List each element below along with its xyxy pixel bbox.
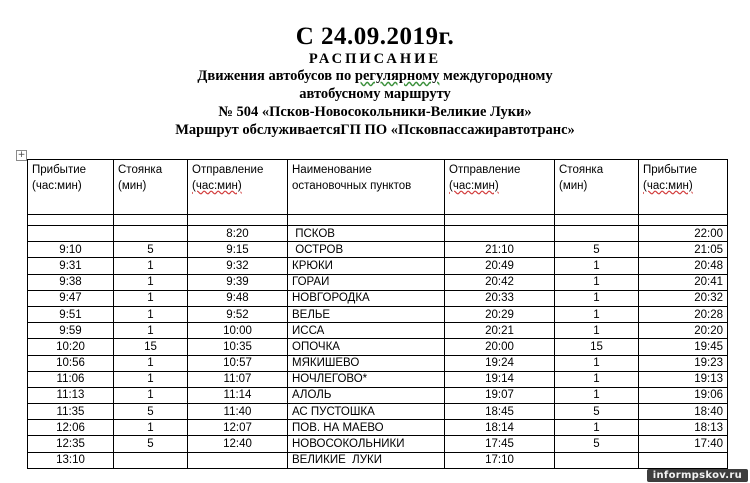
route-number: № 504 «Псков-Новосокольники-Великие Луки»	[218, 104, 532, 120]
cell-departure-back: 18:14	[445, 420, 555, 436]
cell-stop-back: 5	[555, 404, 639, 420]
table-row	[28, 404, 728, 420]
cell-stop-name: КРЮКИ	[288, 258, 445, 274]
cell-stop-forward	[114, 452, 188, 468]
document-header	[0, 22, 750, 139]
cell-stop-back: 1	[555, 371, 639, 387]
table-row	[28, 226, 728, 242]
cell-arrival-forward: 9:51	[28, 306, 114, 322]
cell-departure-forward: 11:40	[188, 404, 288, 420]
cell-arrival-forward	[28, 226, 114, 242]
cell-arrival-back: 18:40	[639, 404, 728, 420]
col-stop-name: Наименование остановочных пунктов	[288, 160, 445, 215]
cell-stop-back: 1	[555, 258, 639, 274]
cell-arrival-forward: 9:10	[28, 242, 114, 258]
cell-arrival-forward: 9:59	[28, 323, 114, 339]
cell-arrival-forward: 9:38	[28, 274, 114, 290]
cell-departure-forward	[188, 452, 288, 468]
table-row	[28, 242, 728, 258]
cell-departure-back: 20:49	[445, 258, 555, 274]
cell-arrival-forward: 10:56	[28, 355, 114, 371]
cell-arrival-forward: 11:06	[28, 371, 114, 387]
cell-stop-name: ПОВ. НА МАЕВО	[288, 420, 445, 436]
cell-stop-back	[555, 452, 639, 468]
cell-arrival-forward: 9:31	[28, 258, 114, 274]
cell-arrival-back: 19:06	[639, 387, 728, 403]
cell-stop-back: 1	[555, 323, 639, 339]
cell-departure-back	[445, 226, 555, 242]
cell-stop-name: МЯКИШЕВО	[288, 355, 445, 371]
cell-arrival-back: 20:28	[639, 306, 728, 322]
cell-arrival-back: 20:20	[639, 323, 728, 339]
cell-stop-name: НОВОСОКОЛЬНИКИ	[288, 436, 445, 452]
cell-stop-forward: 15	[114, 339, 188, 355]
document-title: РАСПИСАНИЕ	[308, 51, 442, 67]
cell-arrival-back: 19:45	[639, 339, 728, 355]
table-row	[28, 387, 728, 403]
table-row	[28, 355, 728, 371]
cell-arrival-forward: 9:47	[28, 290, 114, 306]
cell-stop-forward: 1	[114, 258, 188, 274]
cell-departure-back: 19:24	[445, 355, 555, 371]
cell-arrival-back: 20:48	[639, 258, 728, 274]
table-spacer-row	[28, 215, 728, 226]
cell-departure-back: 20:33	[445, 290, 555, 306]
cell-departure-forward: 11:14	[188, 387, 288, 403]
cell-arrival-forward: 13:10	[28, 452, 114, 468]
cell-departure-forward: 10:35	[188, 339, 288, 355]
cell-departure-forward: 10:00	[188, 323, 288, 339]
cell-departure-forward: 11:07	[188, 371, 288, 387]
cell-arrival-back: 22:00	[639, 226, 728, 242]
cell-arrival-forward: 11:13	[28, 387, 114, 403]
cell-stop-name: ВЕЛИКИЕ ЛУКИ	[288, 452, 445, 468]
cell-stop-name: НОВГОРОДКА	[288, 290, 445, 306]
cell-stop-back: 1	[555, 387, 639, 403]
cell-stop-forward: 5	[114, 242, 188, 258]
table-row	[28, 323, 728, 339]
route-operator: Маршрут обслуживаетсяГП ПО «Псковпассажиравтотранс»	[175, 122, 575, 138]
cell-arrival-back: 19:13	[639, 371, 728, 387]
cell-departure-back: 18:45	[445, 404, 555, 420]
cell-stop-forward: 5	[114, 436, 188, 452]
effective-date: С 24.09.2019г.	[295, 23, 455, 50]
col-stop-forward: Стоянка (мин)	[114, 160, 188, 215]
cell-stop-forward: 1	[114, 371, 188, 387]
table-row	[28, 452, 728, 468]
cell-stop-forward: 1	[114, 355, 188, 371]
cell-departure-back: 20:21	[445, 323, 555, 339]
col-arrival-forward: Прибытие (час:мин)	[28, 160, 114, 215]
cell-stop-name: АС ПУСТОШКА	[288, 404, 445, 420]
cell-stop-back: 1	[555, 420, 639, 436]
cell-stop-name: ВЕЛЬЕ	[288, 306, 445, 322]
cell-stop-name: ГОРАИ	[288, 274, 445, 290]
table-row	[28, 306, 728, 322]
cell-arrival-back: 20:32	[639, 290, 728, 306]
cell-departure-forward: 8:20	[188, 226, 288, 242]
cell-stop-back: 5	[555, 242, 639, 258]
cell-stop-name: ПСКОВ	[288, 226, 445, 242]
cell-stop-back: 1	[555, 290, 639, 306]
cell-stop-back	[555, 226, 639, 242]
cell-arrival-forward: 10:20	[28, 339, 114, 355]
cell-stop-back: 5	[555, 436, 639, 452]
cell-stop-forward: 5	[114, 404, 188, 420]
cell-departure-back: 19:07	[445, 387, 555, 403]
table-row	[28, 290, 728, 306]
cell-stop-forward: 1	[114, 420, 188, 436]
cell-stop-forward: 1	[114, 290, 188, 306]
cell-stop-back: 1	[555, 355, 639, 371]
cell-departure-forward: 10:57	[188, 355, 288, 371]
cell-departure-back: 20:00	[445, 339, 555, 355]
cell-stop-forward	[114, 226, 188, 242]
cell-stop-back: 1	[555, 274, 639, 290]
table-row	[28, 436, 728, 452]
cell-stop-forward: 1	[114, 387, 188, 403]
cell-arrival-forward: 12:35	[28, 436, 114, 452]
cell-departure-forward: 9:39	[188, 274, 288, 290]
table-row	[28, 274, 728, 290]
cell-arrival-back: 19:23	[639, 355, 728, 371]
cell-stop-name: ИССА	[288, 323, 445, 339]
cell-stop-forward: 1	[114, 306, 188, 322]
cell-departure-forward: 12:40	[188, 436, 288, 452]
table-header-row	[28, 160, 728, 215]
header-line-2: автобусному маршруту	[299, 86, 451, 102]
cell-departure-back: 17:10	[445, 452, 555, 468]
table-row	[28, 258, 728, 274]
cell-departure-back: 19:14	[445, 371, 555, 387]
cell-departure-back: 20:42	[445, 274, 555, 290]
cell-stop-name: ОПОЧКА	[288, 339, 445, 355]
col-stop-back: Стоянка (мин)	[555, 160, 639, 215]
cell-departure-forward: 9:15	[188, 242, 288, 258]
table-row	[28, 420, 728, 436]
cell-arrival-back: 20:41	[639, 274, 728, 290]
table-row	[28, 371, 728, 387]
col-arrival-back: Прибытие (час:мин)	[639, 160, 728, 215]
source-watermark: informpskov.ru	[647, 469, 748, 482]
cell-stop-forward: 1	[114, 323, 188, 339]
cell-stop-forward: 1	[114, 274, 188, 290]
cell-arrival-forward: 12:06	[28, 420, 114, 436]
cell-departure-back: 17:45	[445, 436, 555, 452]
cell-departure-forward: 9:52	[188, 306, 288, 322]
cell-departure-back: 20:29	[445, 306, 555, 322]
cell-departure-forward: 9:48	[188, 290, 288, 306]
cell-arrival-back: 17:40	[639, 436, 728, 452]
cell-stop-back: 1	[555, 306, 639, 322]
col-departure-back: Отправление (час:мин)	[445, 160, 555, 215]
cell-stop-name: АЛОЛЬ	[288, 387, 445, 403]
cell-arrival-back: 18:13	[639, 420, 728, 436]
col-departure-forward: Отправление (час:мин)	[188, 160, 288, 215]
cell-departure-forward: 12:07	[188, 420, 288, 436]
cell-arrival-back	[639, 452, 728, 468]
cell-stop-name: НОЧЛЕГОВО*	[288, 371, 445, 387]
cell-departure-back: 21:10	[445, 242, 555, 258]
cell-arrival-back: 21:05	[639, 242, 728, 258]
table-row	[28, 339, 728, 355]
header-line-1: Движения автобусов по регулярному междугородному	[197, 68, 553, 84]
move-handle-icon[interactable]: +	[17, 150, 26, 160]
cell-stop-back: 15	[555, 339, 639, 355]
cell-departure-forward: 9:32	[188, 258, 288, 274]
cell-stop-name: ОСТРОВ	[288, 242, 445, 258]
cell-arrival-forward: 11:35	[28, 404, 114, 420]
schedule-table	[27, 159, 728, 469]
